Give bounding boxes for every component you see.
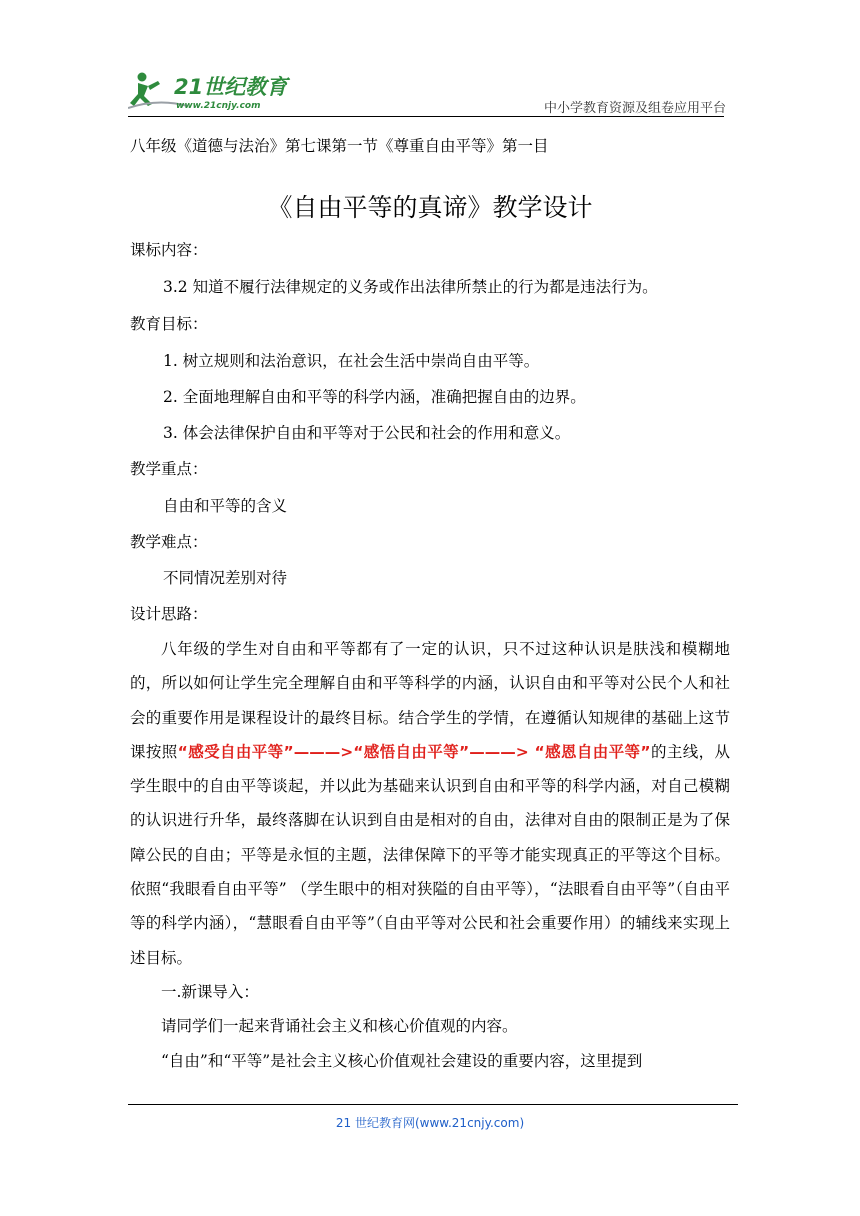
key-point-text: 自由和平等的含义 — [163, 497, 288, 515]
difficulty-heading: 教学难点： — [130, 533, 208, 551]
page-header — [0, 0, 860, 120]
section1-line1: 请同学们一起来背诵社会主义和核心价值观的内容。 — [161, 1017, 518, 1036]
goal-item: 3. 体会法律保护自由和平等对于公民和社会的作用和意义。 — [163, 424, 571, 442]
key-point-heading: 教学重点： — [130, 460, 208, 478]
curriculum-heading: 课标内容： — [130, 241, 208, 259]
goal-item: 1. 树立规则和法治意识，在社会生活中崇尚自由平等。 — [163, 352, 540, 370]
curriculum-item: 3.2 知道不履行法律规定的义务或作出法律所禁止的行为都是违法行为。 — [163, 278, 658, 296]
platform-tagline: 中小学教育资源及组卷应用平台 — [544, 101, 727, 116]
goal-item: 2. 全面地理解自由和平等的科学内涵，准确把握自由的边界。 — [163, 388, 586, 406]
design-highlight: “感受自由平等”———>“感悟自由平等”———> “感恩自由平等” — [177, 742, 651, 761]
logo-title: 21世纪教育 — [174, 75, 288, 99]
design-paragraph — [130, 632, 730, 1078]
section1-line2: “自由”和“平等”是社会主义核心价值观社会建设的重要内容，这里提到 — [161, 1051, 643, 1070]
document-title: 《自由平等的真谛》教学设计 — [267, 193, 593, 222]
course-subtitle: 八年级《道德与法治》第七课第一节《尊重自由平等》第一目 — [130, 137, 549, 155]
footer-divider — [128, 1104, 738, 1105]
section1-heading: 一.新课导入： — [161, 982, 259, 1001]
design-text-part1: 八年级的学生对自由和平等都有了一定的认识，只不过这种认识是肤浅和模糊地的，所以如何让学生完全理解自由和平等科学的内涵，认识自由和平等对公民个人和社会的重要作用是课程设计的最终目标。结合学生的学情，在遵循认知规律的基础上这节课按照 — [130, 640, 730, 761]
difficulty-text: 不同情况差别对待 — [163, 569, 288, 587]
logo-url: www.21cnjy.com — [176, 101, 261, 111]
design-heading: 设计思路： — [130, 605, 208, 623]
design-text-part2: 的主线，从学生眼中的自由平等谈起，并以此为基础来认识到自由和平等的科学内涵，对自己模糊的认识进行升华，最终落脚在认识到自由是相对的自由，法律对自由的限制正是为了保障公民的自由；平等是永恒的主题，法律保障下的平等才能实现真正的平等这个目标。依照“我眼看自由平等” （学生眼中的相对狭隘的自由平等），“法眼看自由平等”（自由平等的科学内涵），“慧眼看自由平等”（自由平等对公民和社会重要作用）的辅线来实现上述目标。 — [130, 742, 730, 967]
footer-link[interactable]: 21 世纪教育网(www.21cnjy.com) — [335, 1116, 525, 1130]
site-logo[interactable] — [128, 68, 298, 114]
header-divider — [128, 116, 724, 117]
goals-heading: 教育目标： — [130, 315, 208, 333]
